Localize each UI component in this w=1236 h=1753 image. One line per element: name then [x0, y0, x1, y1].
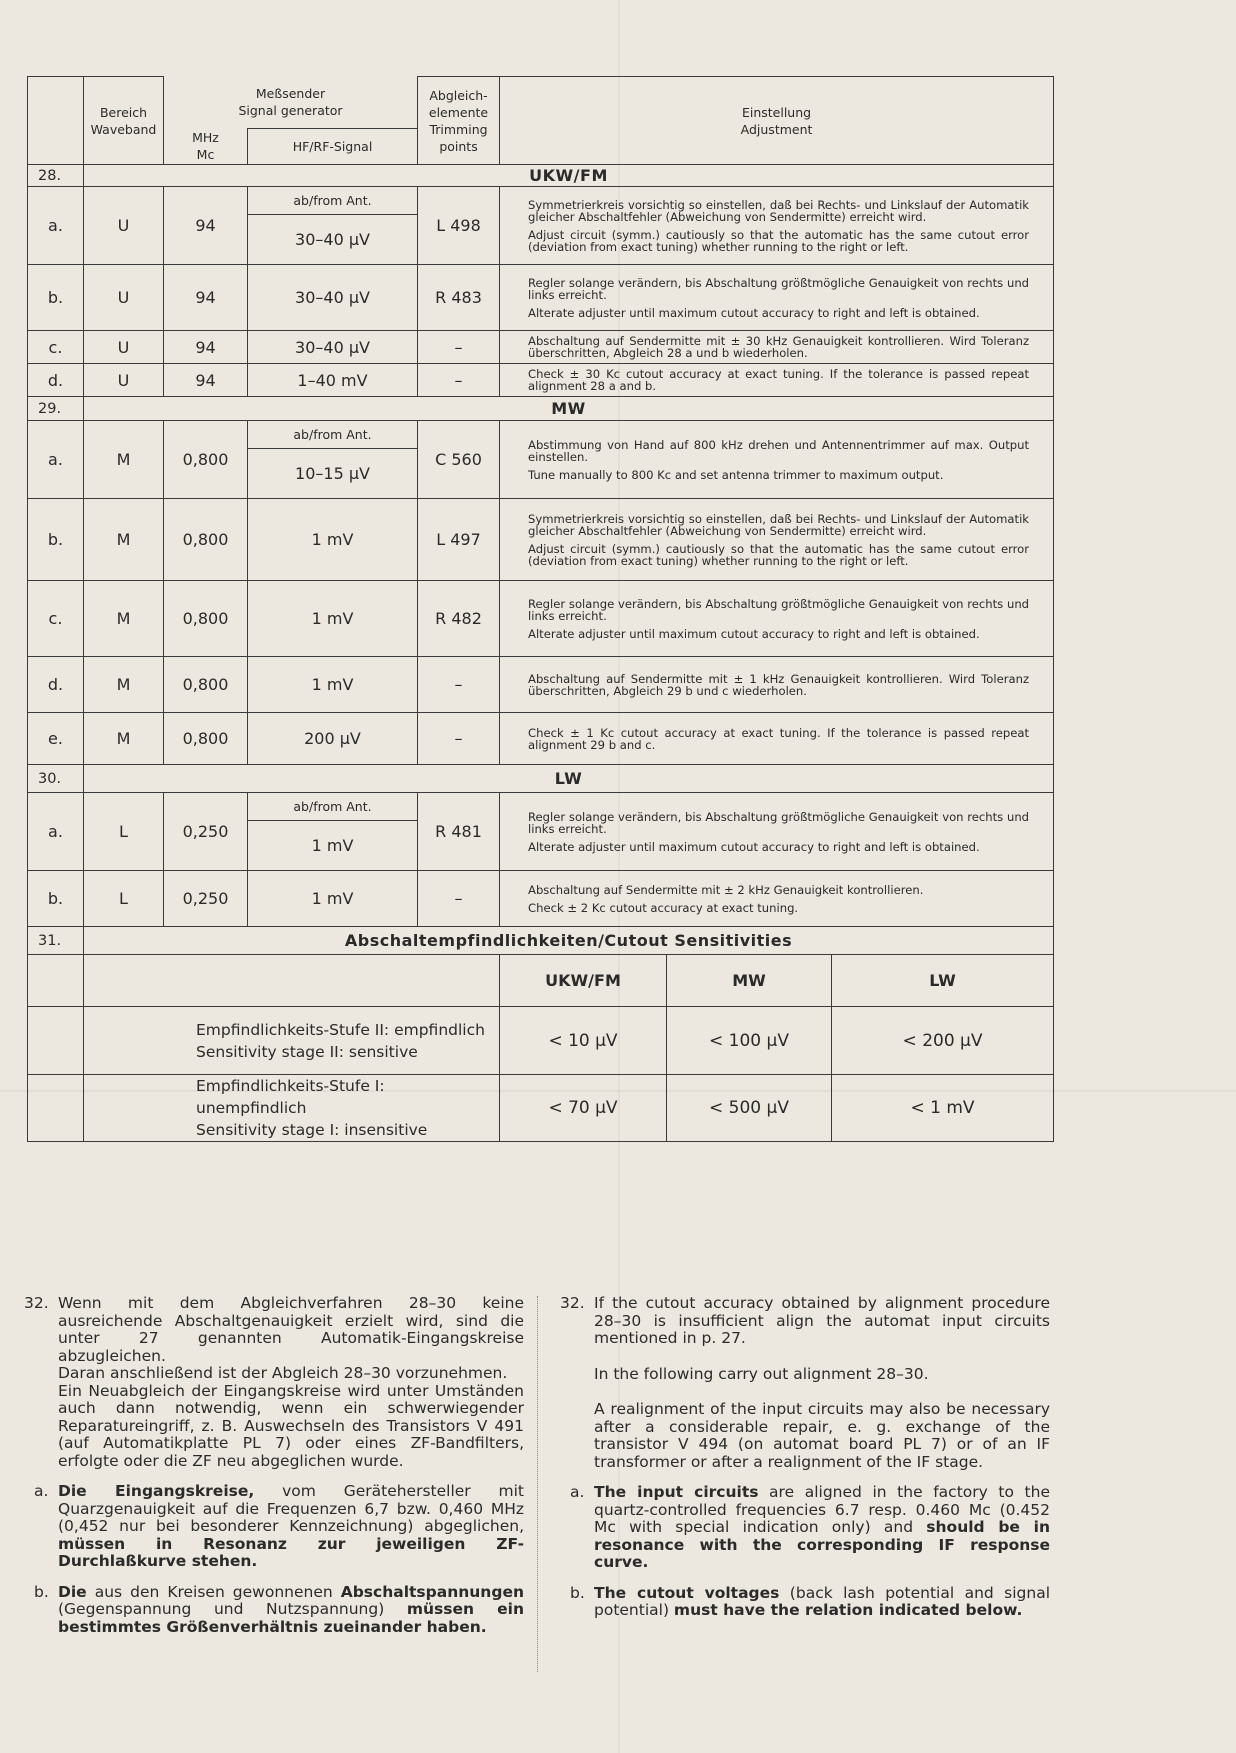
row-signal: 1 mV	[248, 581, 418, 657]
sens-label-en: Sensitivity stage I: insensitive	[196, 1121, 428, 1139]
row-trim: –	[418, 331, 500, 364]
desc-en: Tune manually to 800 Kc and set antenna trimmer to maximum output.	[528, 467, 944, 482]
row-band: M	[84, 499, 164, 581]
note-text: Ein Neuabgleich der Eingangskreise wird unter Umständen auch dann notwendig, wenn ein schwerwiegender Reparatureingriff, z. B. Auswechseln des Transistors V 491 (auf Automatikplatte PL 7) oder eines ZF-Bandfilters, erfolgte oder die ZF neu abgeglichen wurde.	[58, 1381, 524, 1470]
row-freq: 94	[164, 265, 248, 331]
row-band: M	[84, 657, 164, 713]
desc-de: Regler solange verändern, bis Abschaltung größtmögliche Genauigkeit von rechts und links erreicht.	[528, 596, 1030, 623]
sens-value: < 100 µV	[667, 1007, 832, 1075]
note-letter: b.	[34, 1582, 49, 1601]
note-text: (Gegenspannung und Nutzspannung)	[58, 1600, 407, 1618]
row-band: U	[84, 364, 164, 397]
header-messsender: Meßsender	[255, 86, 326, 102]
desc-en: Alterate adjuster until maximum cutout accuracy to right and left is obtained.	[528, 839, 980, 854]
row-band: M	[84, 581, 164, 657]
header-points: points	[439, 138, 478, 154]
sens-value: < 1 mV	[832, 1075, 1054, 1142]
row-trim: –	[418, 364, 500, 397]
note-a-de	[24, 1483, 524, 1571]
header-mhz	[164, 129, 248, 165]
header-generator	[164, 77, 418, 129]
row-band: M	[84, 713, 164, 765]
row-description	[500, 871, 1054, 927]
note-a-en	[560, 1484, 1050, 1572]
row-signal: 1 mV	[248, 499, 418, 581]
desc-de: Abschaltung auf Sendermitte mit ± 2 kHz Genauigkeit kontrollieren.	[528, 882, 924, 897]
desc-en: Adjust circuit (symm.) cautiously so that the automatic has the same cutout error (deviation from exact tuning) whether running to the right or left.	[528, 541, 1030, 568]
row-description: Check ± 30 Kc cutout accuracy at exact tuning. If the tolerance is passed repeat alignment 28 a and b.	[500, 364, 1054, 397]
note-bold: Abschaltspannungen	[340, 1582, 524, 1601]
header-bereich: Bereich	[99, 104, 148, 120]
row-description	[500, 421, 1054, 499]
row-trim: R 483	[418, 265, 500, 331]
note-text: A realignment of the input circuits may also be necessary after a considerable repair, e. g. exchange of the transistor V 494 (on automat board PL 7) or of an IF transformer or after a realignment of the IF stage.	[594, 1400, 1050, 1471]
row-signal: 1–40 mV	[248, 364, 418, 397]
sens-label-de: Empfindlichkeits-Stufe II: empfindlich	[196, 1020, 485, 1039]
sens-value: < 70 µV	[500, 1075, 667, 1142]
note-bold: Die	[58, 1582, 87, 1601]
header-waveband: Waveband	[90, 121, 157, 137]
section-number: 29.	[28, 397, 84, 421]
header-mhz-label: MHz	[192, 130, 219, 146]
note-bold: The cutout voltages	[594, 1583, 780, 1602]
note-text: Wenn mit dem Abgleichverfahren 28–30 keine ausreichende Abschaltgenauigkeit erzielt wird, sind die unter 27 genannten Automatik-Eingangskreise abzugleichen.	[58, 1294, 524, 1365]
row-description	[500, 499, 1054, 581]
header-num-cell	[28, 77, 84, 165]
section-title: Abschaltempfindlichkeiten/Cutout Sensitivities	[84, 927, 1054, 955]
row-signal: 200 µV	[248, 713, 418, 765]
note-text: aus den Kreisen gewonnenen	[86, 1582, 341, 1601]
row-description	[500, 265, 1054, 331]
row-band: L	[84, 793, 164, 871]
desc-de: Regler solange verändern, bis Abschaltung größtmögliche Genauigkeit von rechts und links erreicht.	[528, 275, 1030, 302]
row-ant: ab/from Ant.	[248, 187, 418, 215]
note-text: In the following carry out alignment 28–30.	[594, 1364, 929, 1383]
sens-stage-i	[84, 1075, 500, 1142]
row-id: c.	[28, 581, 84, 657]
row-id: a.	[28, 421, 84, 499]
column-divider	[537, 1296, 538, 1672]
sens-blank-num	[28, 1007, 84, 1075]
desc-en: Alterate adjuster until maximum cutout accuracy to right and left is obtained.	[528, 626, 980, 641]
row-description: Abschaltung auf Sendermitte mit ± 1 kHz Genauigkeit kontrollieren. Wird Toleranz überschritten, Abgleich 29 b und c wiederholen.	[500, 657, 1054, 713]
note-bold: müssen in Resonanz zur jeweiligen ZF-Durchlaßkurve stehen.	[58, 1534, 524, 1570]
row-description	[500, 187, 1054, 265]
note-b-en	[560, 1585, 1050, 1620]
sens-col-mw: MW	[667, 955, 832, 1007]
row-signal: 10–15 µV	[248, 449, 418, 499]
desc-en: Check ± 2 Kc cutout accuracy at exact tuning.	[528, 900, 799, 915]
row-id: b.	[28, 499, 84, 581]
note-letter: b.	[570, 1583, 585, 1602]
row-freq: 0,800	[164, 421, 248, 499]
note-text: (back lash potential and signal potential)	[594, 1583, 1051, 1619]
header-band	[84, 77, 164, 165]
row-trim: L 497	[418, 499, 500, 581]
header-signal-generator: Signal generator	[238, 103, 343, 119]
sens-col-lw: LW	[832, 955, 1054, 1007]
row-signal: 30–40 µV	[248, 215, 418, 265]
row-band: M	[84, 421, 164, 499]
header-trimming: Trimming	[429, 121, 488, 137]
header-abgleich: Abgleich-	[429, 87, 488, 103]
note-bold: must have the relation indicated below.	[673, 1601, 1023, 1619]
row-id: d.	[28, 657, 84, 713]
section-title: UKW/FM	[84, 165, 1054, 187]
row-freq: 0,800	[164, 581, 248, 657]
row-description: Check ± 1 Kc cutout accuracy at exact tuning. If the tolerance is passed repeat alignment 29 b and c.	[500, 713, 1054, 765]
notes-english	[560, 1295, 1050, 1633]
sens-value: < 10 µV	[500, 1007, 667, 1075]
row-signal: 30–40 µV	[248, 265, 418, 331]
row-freq: 0,800	[164, 657, 248, 713]
section-number: 31.	[28, 927, 84, 955]
row-trim: R 482	[418, 581, 500, 657]
desc-de: Symmetrierkreis vorsichtig so einstellen, daß bei Rechts- und Linkslauf der Automatik gleicher Abschaltfehler (Abweichung von Sendermitte) erreicht wird.	[528, 511, 1030, 538]
section-number: 28.	[28, 165, 84, 187]
section-title: MW	[84, 397, 1054, 421]
row-id: a.	[28, 793, 84, 871]
sens-blank-num	[28, 1075, 84, 1142]
row-trim: C 560	[418, 421, 500, 499]
row-trim: –	[418, 713, 500, 765]
note-text: are aligned in the factory to the quartz-controlled frequencies 6.7 resp. 0.460 Mc (0.452 Mc with special indication only) and	[594, 1483, 1050, 1536]
row-freq: 94	[164, 187, 248, 265]
row-freq: 0,800	[164, 499, 248, 581]
header-elemente: elemente	[428, 104, 489, 120]
row-trim: R 481	[418, 793, 500, 871]
row-id: e.	[28, 713, 84, 765]
header-hf-signal: HF/RF-Signal	[248, 129, 418, 165]
row-ant: ab/from Ant.	[248, 421, 418, 449]
row-band: U	[84, 265, 164, 331]
row-id: c.	[28, 331, 84, 364]
sens-stage-ii	[84, 1007, 500, 1075]
header-adjustment-label: Adjustment	[740, 121, 813, 137]
row-signal: 1 mV	[248, 871, 418, 927]
sens-col-ukw: UKW/FM	[500, 955, 667, 1007]
note-text: vom Gerätehersteller mit Quarzgenauigkeit auf die Frequenzen 6,7 bzw. 0,460 MHz (0,452 nur bei besonderer Kennzeichnung) abgeglichen,	[58, 1482, 525, 1535]
row-freq: 0,250	[164, 793, 248, 871]
desc-de: Abstimmung von Hand auf 800 kHz drehen und Antennentrimmer auf max. Output einstellen.	[528, 437, 1030, 464]
row-band: U	[84, 331, 164, 364]
note-32-en	[560, 1295, 1050, 1471]
row-id: d.	[28, 364, 84, 397]
section-title: LW	[84, 765, 1054, 793]
note-bold: Die Eingangskreise,	[58, 1482, 255, 1500]
note-number: 32.	[560, 1294, 585, 1312]
note-number: 32.	[24, 1294, 49, 1312]
section-number: 30.	[28, 765, 84, 793]
note-b-de	[24, 1584, 524, 1637]
row-id: a.	[28, 187, 84, 265]
row-trim: L 498	[418, 187, 500, 265]
note-bold: The input circuits	[594, 1483, 759, 1501]
row-trim: –	[418, 657, 500, 713]
header-einstellung: Einstellung	[741, 104, 812, 120]
sens-value: < 500 µV	[667, 1075, 832, 1142]
note-letter: a.	[570, 1483, 585, 1501]
row-freq: 0,250	[164, 871, 248, 927]
desc-de: Regler solange verändern, bis Abschaltung größtmögliche Genauigkeit von rechts und links erreicht.	[528, 809, 1030, 836]
sens-label-de: Empfindlichkeits-Stufe I: unempfindlich	[196, 1077, 385, 1117]
sens-value: < 200 µV	[832, 1007, 1054, 1075]
desc-en: Adjust circuit (symm.) cautiously so that the automatic has the same cutout error (deviation from exact tuning) whether running to the right or left.	[528, 227, 1030, 254]
note-bold: should be in resonance with the corresponding IF response curve.	[594, 1518, 1051, 1571]
row-freq: 0,800	[164, 713, 248, 765]
sens-blank-num	[28, 955, 84, 1007]
row-band: L	[84, 871, 164, 927]
row-trim: –	[418, 871, 500, 927]
row-description: Abschaltung auf Sendermitte mit ± 30 kHz Genauigkeit kontrollieren. Wird Toleranz überschritten, Abgleich 28 a und b wiederholen.	[500, 331, 1054, 364]
row-band: U	[84, 187, 164, 265]
desc-en: Alterate adjuster until maximum cutout accuracy to right and left is obtained.	[528, 305, 980, 320]
header-trim	[418, 77, 500, 165]
note-32-de	[24, 1295, 524, 1470]
row-description	[500, 793, 1054, 871]
note-bold: müssen ein bestimmtes Größenverhältnis zueinander haben.	[58, 1600, 524, 1636]
notes-german	[24, 1295, 524, 1649]
note-text: Daran anschließend ist der Abgleich 28–30 vorzunehmen.	[58, 1364, 508, 1382]
row-id: b.	[28, 265, 84, 331]
note-text: If the cutout accuracy obtained by alignment procedure 28–30 is insufficient align the automat input circuits mentioned in p. 27.	[594, 1294, 1050, 1347]
row-description	[500, 581, 1054, 657]
header-adjustment	[500, 77, 1054, 165]
row-signal: 30–40 µV	[248, 331, 418, 364]
sens-blank	[84, 955, 500, 1007]
header-mc-label: Mc	[196, 147, 215, 163]
sens-label-en: Sensitivity stage II: sensitive	[196, 1042, 418, 1061]
row-ant: ab/from Ant.	[248, 793, 418, 821]
row-signal: 1 mV	[248, 657, 418, 713]
alignment-table	[27, 76, 1054, 1142]
desc-de: Symmetrierkreis vorsichtig so einstellen, daß bei Rechts- und Linkslauf der Automatik gleicher Abschaltfehler (Abweichung von Sendermitte) erreicht wird.	[528, 197, 1030, 224]
note-letter: a.	[34, 1482, 49, 1500]
row-id: b.	[28, 871, 84, 927]
row-signal: 1 mV	[248, 821, 418, 871]
row-freq: 94	[164, 364, 248, 397]
row-freq: 94	[164, 331, 248, 364]
